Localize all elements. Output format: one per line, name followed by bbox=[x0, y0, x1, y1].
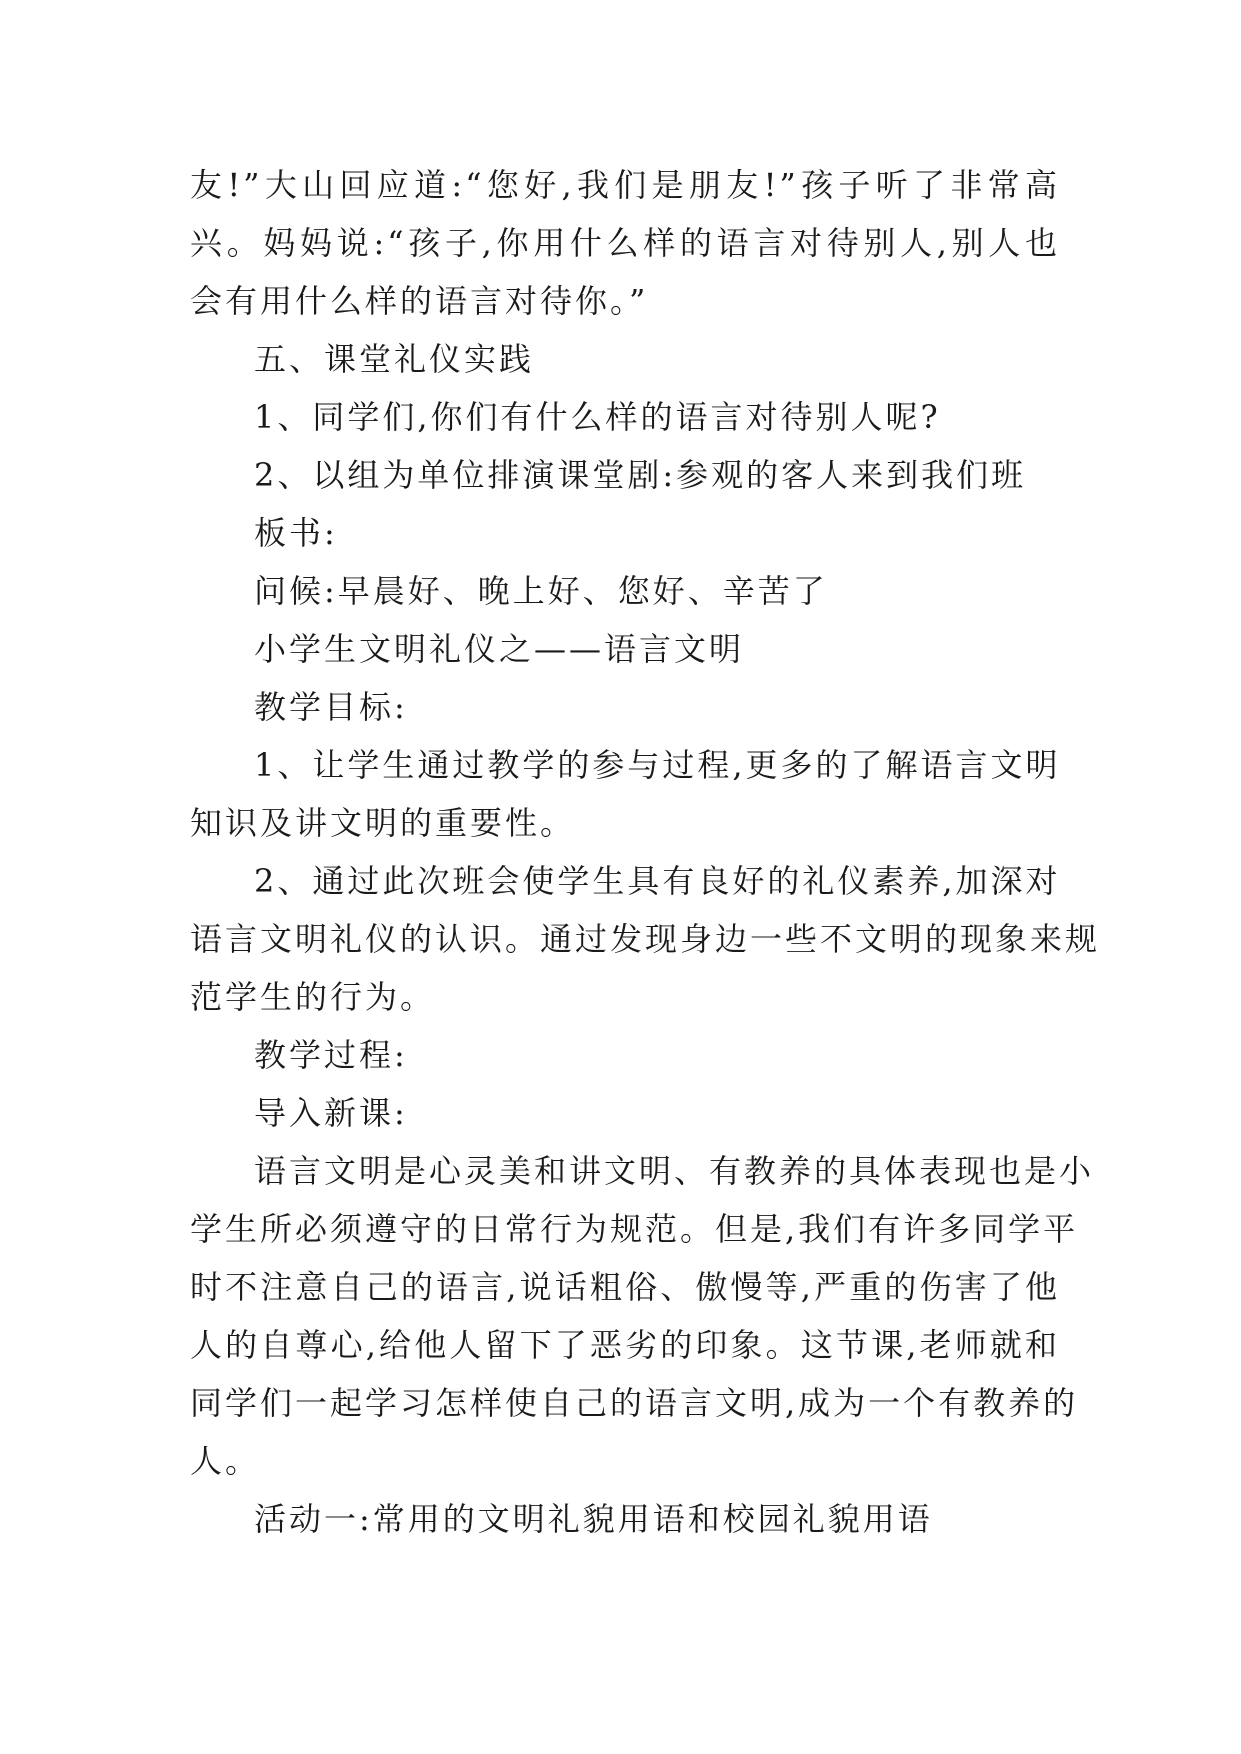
text-line: 知识及讲文明的重要性。 bbox=[190, 804, 576, 842]
text-line: 同学们一起学习怎样使自己的语言文明,成为一个有教养的 bbox=[190, 1384, 1079, 1422]
text-line: 小学生文明礼仪之——语言文明 bbox=[254, 630, 745, 668]
text-line: 友!”大山回应道:“您好,我们是朋友!”孩子听了非常高 bbox=[190, 166, 1060, 204]
text-line: 1、同学们,你们有什么样的语言对待别人呢? bbox=[254, 398, 941, 436]
text-line: 时不注意自己的语言,说话粗俗、傲慢等,严重的伤害了他 bbox=[190, 1268, 1060, 1306]
text-line: 导入新课: bbox=[254, 1094, 408, 1132]
text-line: 语言文明礼仪的认识。通过发现身边一些不文明的现象来规 bbox=[190, 920, 1101, 958]
text-line: 人。 bbox=[190, 1442, 261, 1480]
text-line: 2、以组为单位排演课堂剧:参观的客人来到我们班 bbox=[254, 456, 1027, 494]
text-line: 活动一:常用的文明礼貌用语和校园礼貌用语 bbox=[254, 1500, 933, 1538]
text-line: 五、课堂礼仪实践 bbox=[254, 340, 535, 378]
text-line: 问候:早晨好、晚上好、您好、辛苦了 bbox=[254, 572, 828, 610]
text-line: 1、让学生通过教学的参与过程,更多的了解语言文明 bbox=[254, 746, 1061, 784]
text-line: 会有用什么样的语言对待你。” bbox=[190, 282, 649, 320]
text-line: 板书: bbox=[254, 514, 338, 552]
text-line: 语言文明是心灵美和讲文明、有教养的具体表现也是小 bbox=[254, 1152, 1095, 1190]
text-line: 兴。妈妈说:“孩子,你用什么样的语言对待别人,别人也 bbox=[190, 224, 1060, 262]
text-line: 2、通过此次班会使学生具有良好的礼仪素养,加深对 bbox=[254, 862, 1061, 900]
text-line: 学生所必须遵守的日常行为规范。但是,我们有许多同学平 bbox=[190, 1210, 1079, 1248]
document-body bbox=[190, 156, 1101, 1548]
text-line: 教学过程: bbox=[254, 1036, 408, 1074]
text-line: 教学目标: bbox=[254, 688, 408, 726]
text-line: 范学生的行为。 bbox=[190, 978, 436, 1016]
text-line: 人的自尊心,给他人留下了恶劣的印象。这节课,老师就和 bbox=[190, 1326, 1060, 1364]
